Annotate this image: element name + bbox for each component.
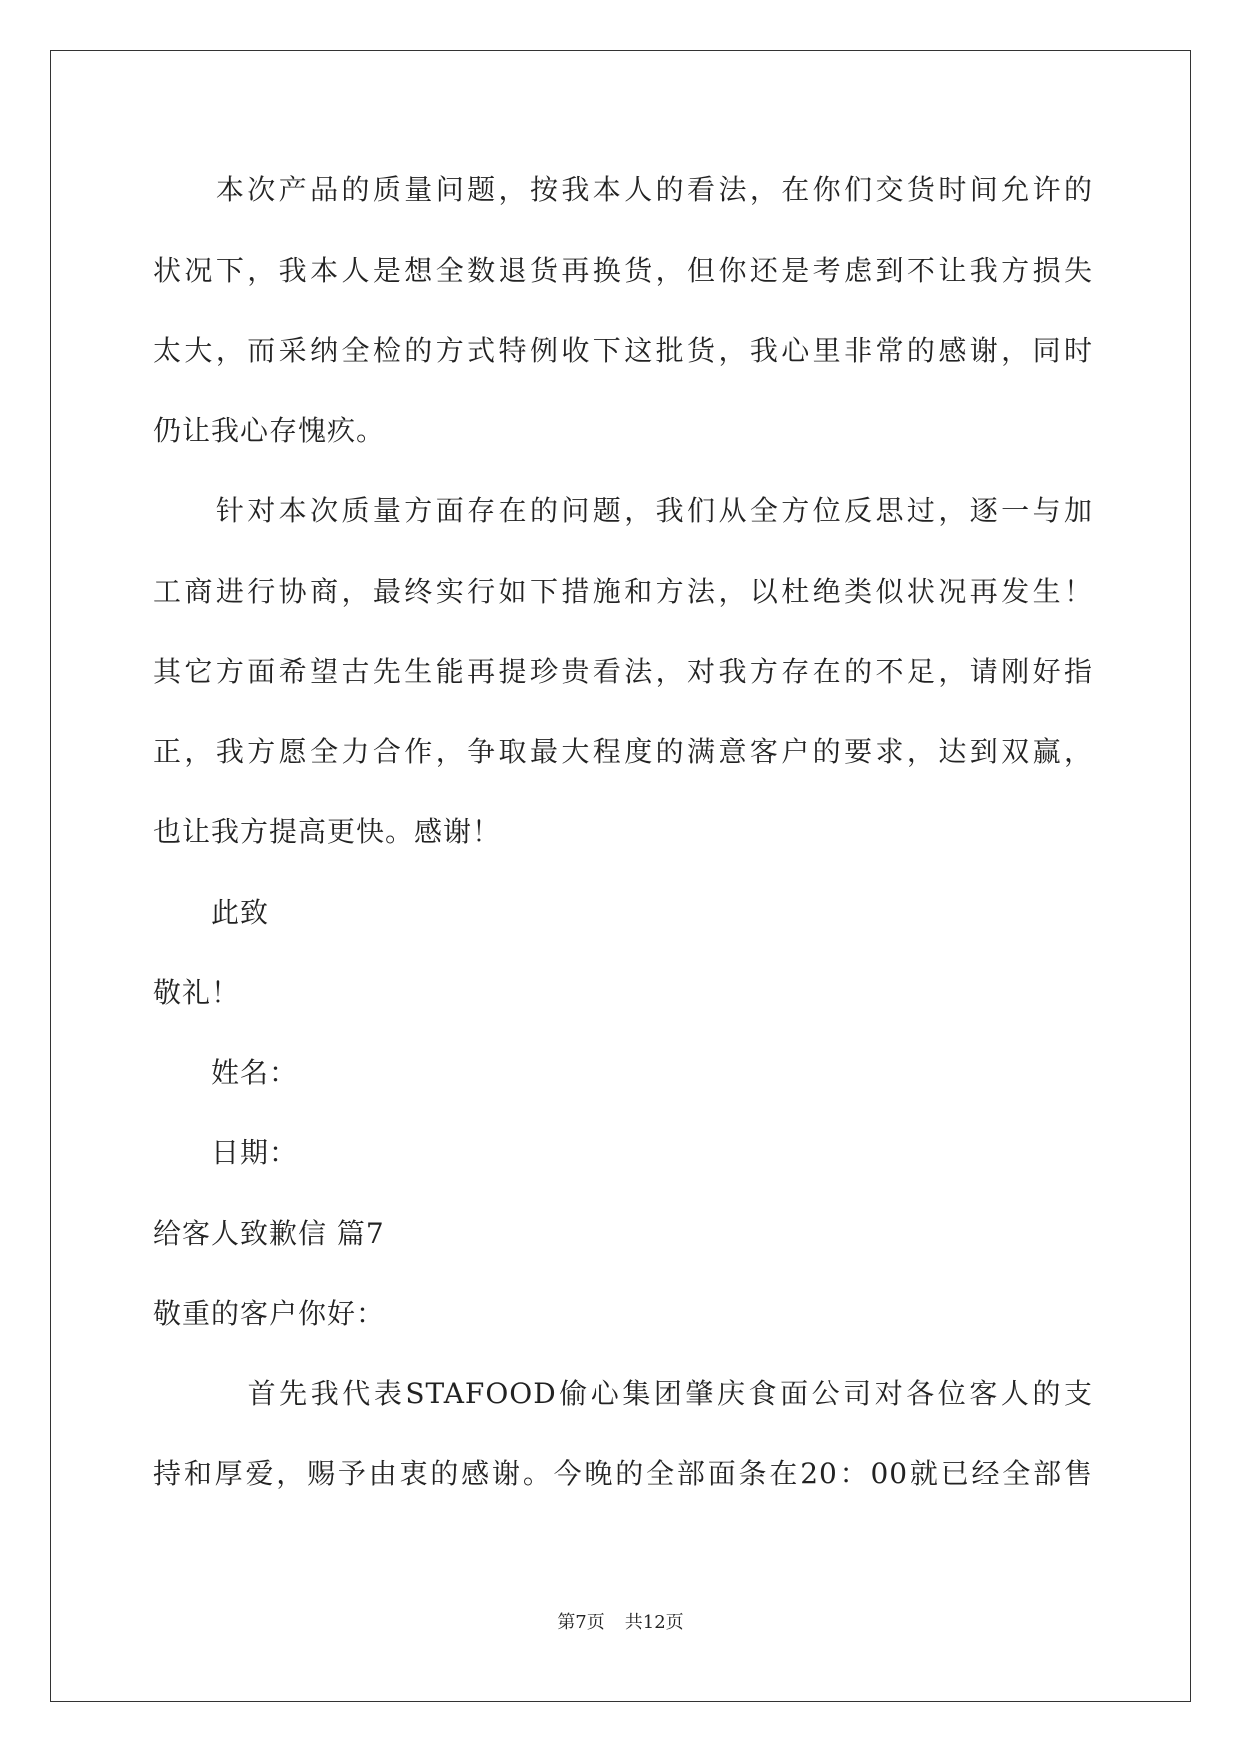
paragraph-line: 首先我代表STAFOOD偷心集团肇庆食面公司对各位客人的支: [153, 1377, 1093, 1410]
paragraph-line: 正，我方愿全力合作，争取最大程度的满意客户的要求，达到双赢，: [153, 735, 1093, 768]
paragraph-line: 其它方面希望古先生能再提珍贵看法，对我方存在的不足，请刚好指: [153, 655, 1093, 688]
paragraph-line: 工商进行协商，最终实行如下措施和方法，以杜绝类似状况再发生！: [153, 575, 1093, 608]
paragraph-line: 本次产品的质量问题，按我本人的看法，在你们交货时间允许的: [153, 173, 1093, 206]
paragraph-line: 仍让我心存愧疚。: [153, 414, 386, 447]
closing-salutation: 此致: [153, 896, 270, 929]
paragraph-line: 也让我方提高更快。感谢！: [153, 815, 502, 848]
paragraph-line: 持和厚爱，赐予由衷的感谢。今晚的全部面条在20：00就已经全部售: [153, 1457, 1093, 1490]
closing-regards: 敬礼！: [153, 976, 241, 1009]
page-number: 第7页: [557, 1612, 605, 1633]
paragraph-line: 针对本次质量方面存在的问题，我们从全方位反思过，逐一与加: [153, 494, 1093, 527]
signature-name: 姓名：: [153, 1056, 299, 1089]
signature-date: 日期：: [153, 1136, 299, 1169]
page-footer: [0, 1611, 1241, 1635]
section-heading: 给客人致歉信 篇7: [153, 1217, 385, 1250]
paragraph-line: 状况下，我本人是想全数退货再换货，但你还是考虑到不让我方损失: [153, 254, 1093, 287]
page-total: 共12页: [624, 1612, 684, 1633]
paragraph-line: 太大，而采纳全检的方式特例收下这批货，我心里非常的感谢，同时: [153, 334, 1093, 367]
greeting: 敬重的客户你好：: [153, 1297, 386, 1330]
